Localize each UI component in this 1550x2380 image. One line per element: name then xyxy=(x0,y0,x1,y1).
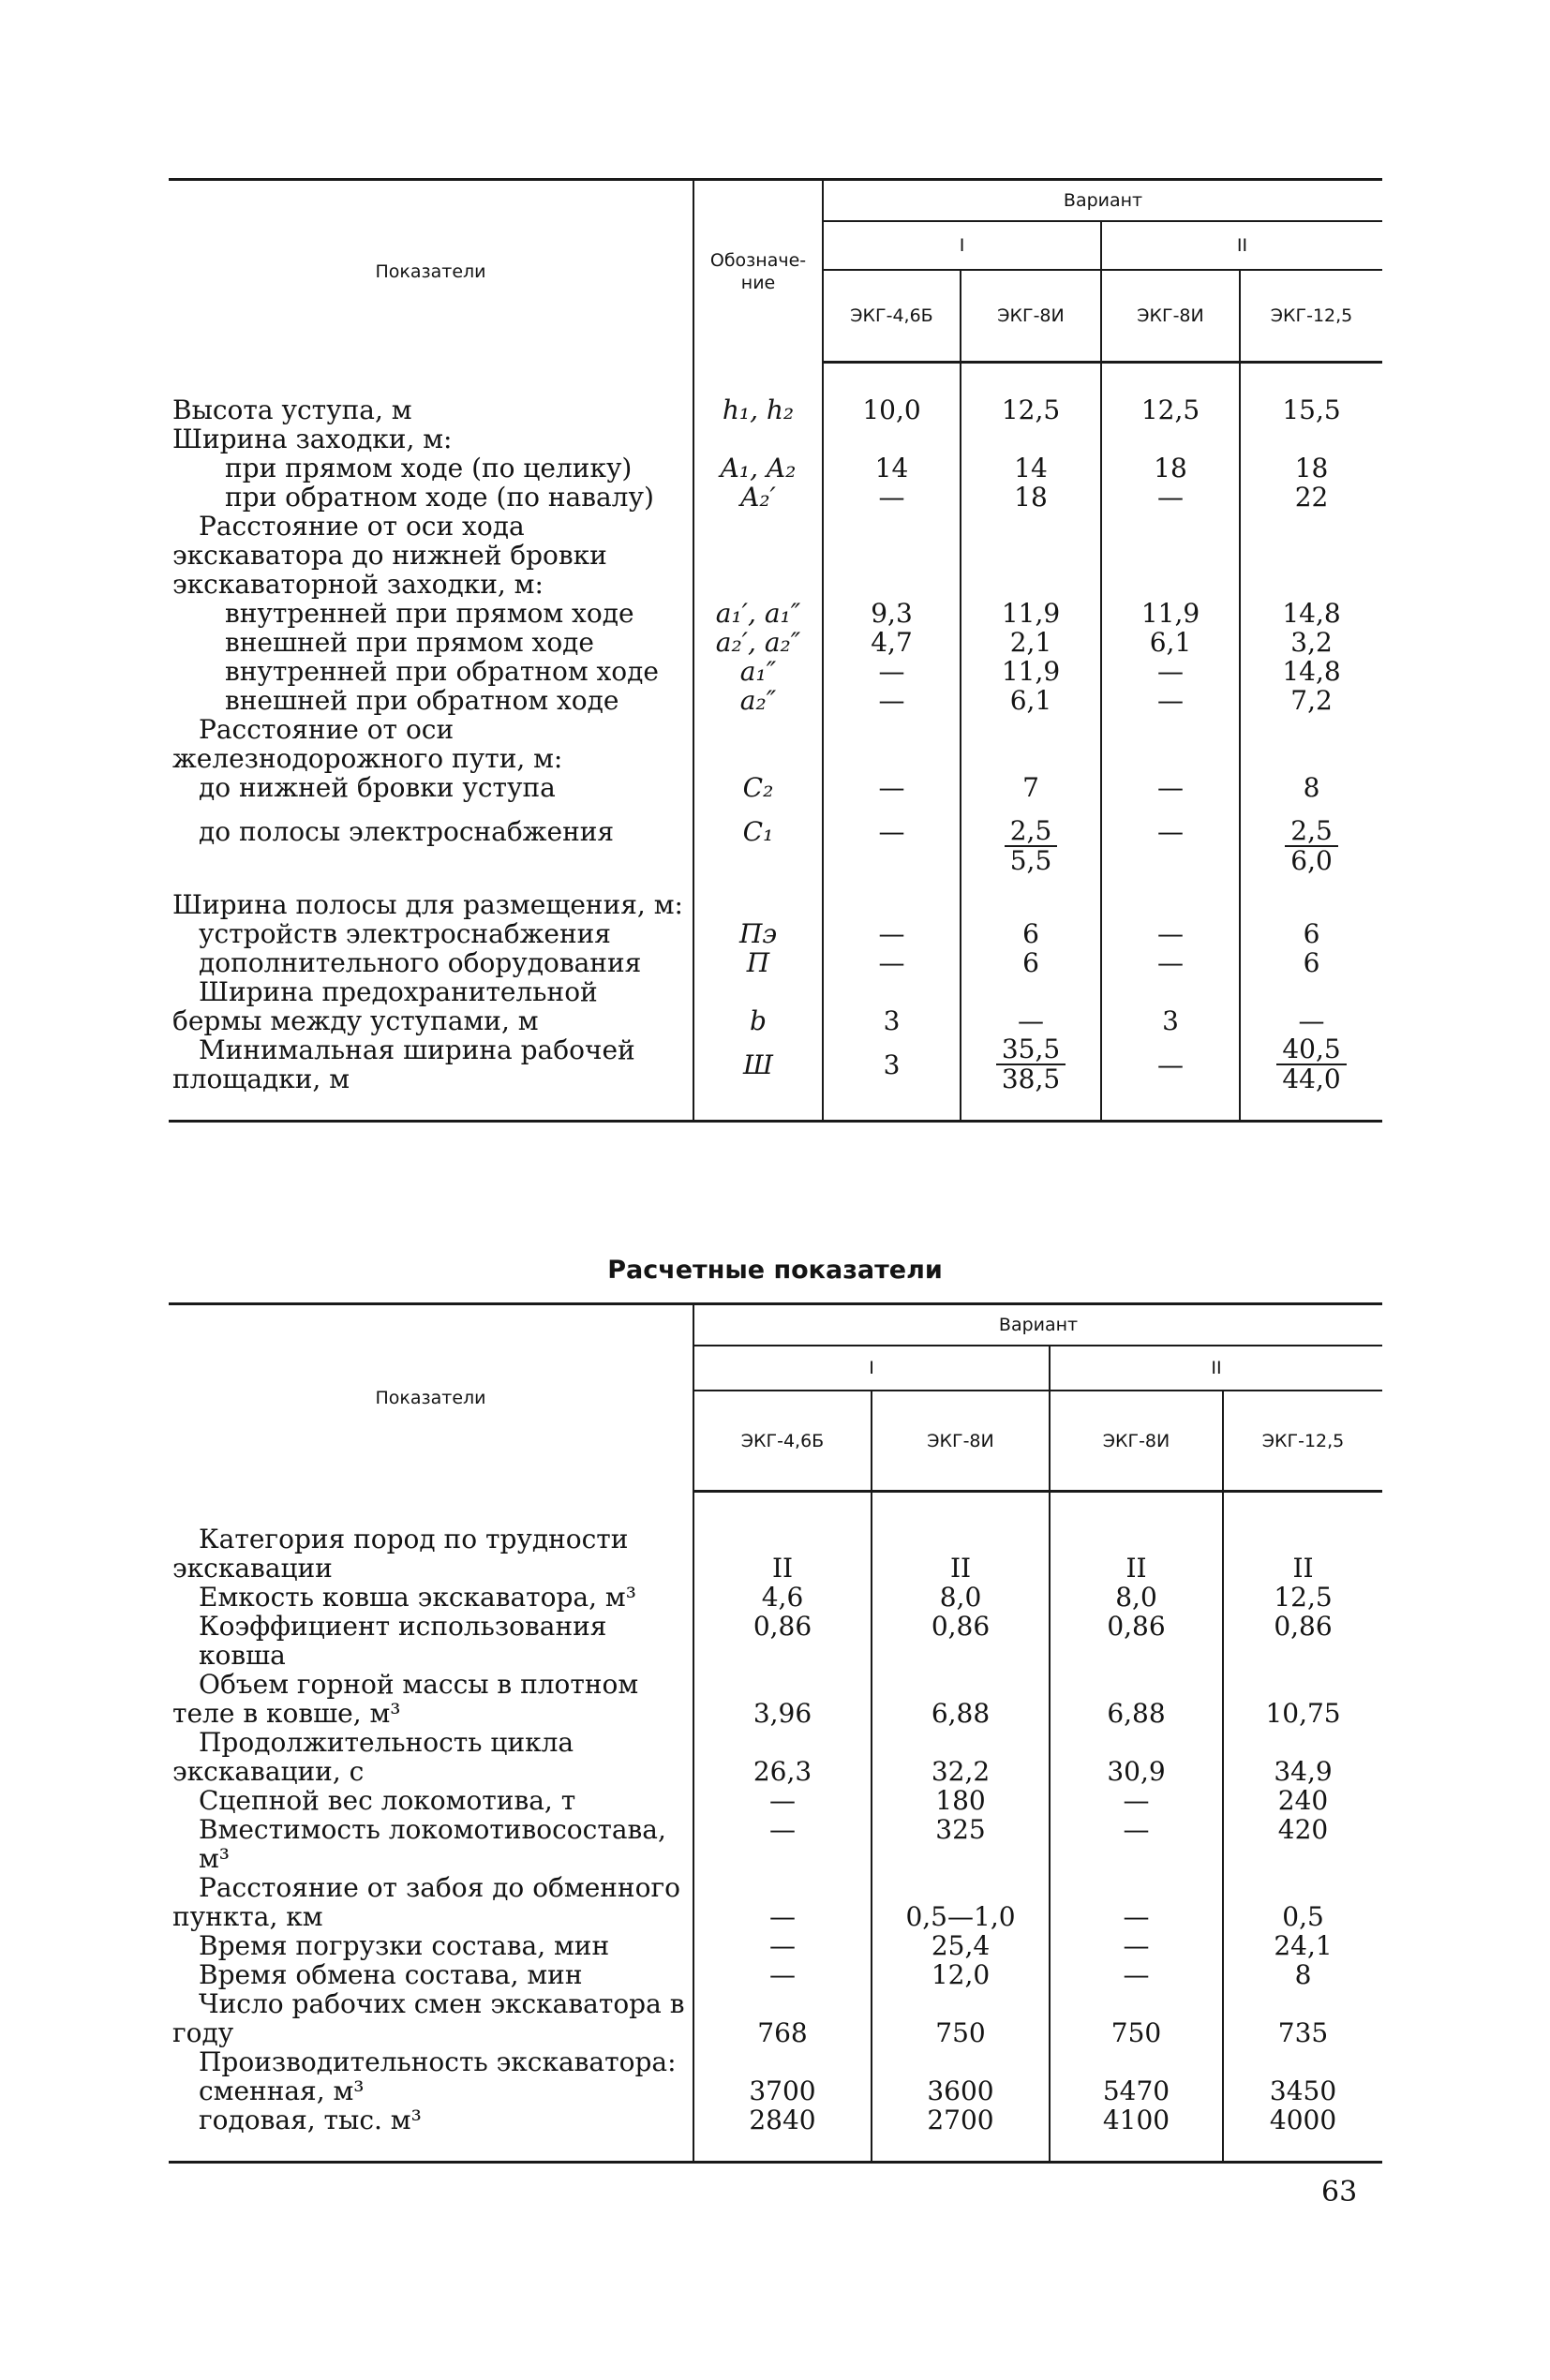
cell-value: — xyxy=(1050,1960,1223,1989)
row-label: Расстояние от забоя до обменного пункта, км xyxy=(172,1872,680,1932)
cell-value: 14 xyxy=(823,454,961,483)
cell-value: — xyxy=(693,1815,872,1873)
column-header-model: ЭКГ-12,5 xyxy=(1223,1391,1382,1492)
fraction-denominator: 44,0 xyxy=(1282,1064,1341,1094)
cell-value: 3450 xyxy=(1223,2076,1382,2105)
table-row xyxy=(169,919,1382,948)
table-row xyxy=(169,715,1382,773)
fraction-numerator: 35,5 xyxy=(996,1035,1066,1065)
table-row xyxy=(169,1989,1382,2047)
cell-fraction xyxy=(961,1035,1101,1093)
cell-value: — xyxy=(1050,1786,1223,1815)
cell-value: 8 xyxy=(1240,773,1382,802)
cell-value: 3 xyxy=(823,1035,961,1093)
cell-value: 240 xyxy=(1223,1786,1382,1815)
cell-value: 2840 xyxy=(693,2105,872,2135)
cell-value: 4000 xyxy=(1223,2105,1382,2135)
row-label: внешней при прямом ходе xyxy=(225,627,594,658)
cell-value: 325 xyxy=(872,1815,1050,1873)
column-header-model: ЭКГ-8И xyxy=(872,1391,1050,1492)
cell-value: 0,5—1,0 xyxy=(872,1873,1050,1931)
table-row xyxy=(169,817,1382,875)
row-label: дополнительного оборудования xyxy=(199,947,642,978)
cell-value: — xyxy=(1050,1931,1223,1960)
row-symbol: a₁′, a₁″ xyxy=(693,599,823,628)
row-label: Производительность экскаватора: xyxy=(199,2046,677,2077)
calculated-indicators-table xyxy=(169,1302,1382,2164)
cell-value: 11,9 xyxy=(961,599,1101,628)
cell-value: 26,3 xyxy=(693,1728,872,1786)
cell-value: 6,88 xyxy=(872,1670,1050,1728)
row-label: Время погрузки состава, мин xyxy=(199,1930,610,1961)
cell-value: 12,5 xyxy=(961,395,1101,424)
fraction-denominator: 5,5 xyxy=(1009,845,1052,876)
cell-value: 7,2 xyxy=(1240,686,1382,715)
column-header-model: ЭКГ-8И xyxy=(961,270,1101,363)
cell-value: 3,2 xyxy=(1240,628,1382,657)
cell-value: 32,2 xyxy=(872,1728,1050,1786)
cell-value: 22 xyxy=(1240,483,1382,512)
table-row xyxy=(169,1786,1382,1815)
cell-value: — xyxy=(1101,948,1240,977)
row-symbol: П xyxy=(693,948,823,977)
row-label: Категория пород по трудности экскавации xyxy=(172,1524,629,1584)
cell-fraction xyxy=(961,817,1101,875)
cell-value: 6 xyxy=(1240,948,1382,977)
cell-value: 14,8 xyxy=(1240,657,1382,686)
cell-value: 12,5 xyxy=(1101,395,1240,424)
fraction-denominator: 38,5 xyxy=(1001,1064,1061,1094)
cell-value: — xyxy=(1240,977,1382,1035)
column-header-variant: Вариант xyxy=(693,1304,1382,1346)
table-row xyxy=(169,1931,1382,1960)
fraction-numerator: 40,5 xyxy=(1276,1035,1346,1065)
cell-value: II xyxy=(1050,1525,1223,1583)
cell-value: 15,5 xyxy=(1240,395,1382,424)
column-header-model: ЭКГ-8И xyxy=(1101,270,1240,363)
row-label: до нижней бровки уступа xyxy=(199,772,556,803)
cell-value: 750 xyxy=(872,1989,1050,2047)
cell-value: — xyxy=(823,483,961,512)
cell-value: 30,9 xyxy=(1050,1728,1223,1786)
row-symbol: Ш xyxy=(693,1035,823,1093)
table-row xyxy=(169,657,1382,686)
cell-value: 3 xyxy=(823,977,961,1035)
row-symbol: a₂′, a₂″ xyxy=(693,628,823,657)
table-row xyxy=(169,1583,1382,1612)
row-label: Время обмена состава, мин xyxy=(199,1959,583,1990)
row-symbol: b xyxy=(693,977,823,1035)
table-row xyxy=(169,686,1382,715)
cell-value: — xyxy=(693,1786,872,1815)
cell-value: — xyxy=(1101,773,1240,802)
cell-value: 6 xyxy=(961,948,1101,977)
cell-value: 12,0 xyxy=(872,1960,1050,1989)
cell-value: — xyxy=(823,773,961,802)
column-header-indicators: Показатели xyxy=(375,1388,486,1409)
row-label: до полосы электроснабжения xyxy=(199,816,615,847)
column-header-variant-2: II xyxy=(1050,1346,1382,1391)
cell-value: — xyxy=(1050,1815,1223,1873)
row-label: внутренней при обратном ходе xyxy=(225,656,659,687)
row-symbol: A₂′ xyxy=(693,483,823,512)
column-header-variant-2: II xyxy=(1101,221,1382,270)
cell-value: — xyxy=(693,1960,872,1989)
column-header-variant-1: I xyxy=(823,221,1101,270)
table-row xyxy=(169,424,1382,454)
row-label: Ширина заходки, м: xyxy=(172,424,453,454)
cell-value: 18 xyxy=(961,483,1101,512)
table-row xyxy=(169,1815,1382,1873)
cell-value: 0,86 xyxy=(872,1612,1050,1670)
column-header-variant: Вариант xyxy=(823,180,1382,222)
cell-value: — xyxy=(1101,657,1240,686)
table-row xyxy=(169,454,1382,483)
cell-value: 25,4 xyxy=(872,1931,1050,1960)
cell-value: II xyxy=(872,1525,1050,1583)
row-symbol: a₂″ xyxy=(693,686,823,715)
cell-value: — xyxy=(961,977,1101,1035)
table-row xyxy=(169,977,1382,1035)
table-row xyxy=(169,1873,1382,1931)
cell-value: 2700 xyxy=(872,2105,1050,2135)
cell-value: 2,1 xyxy=(961,628,1101,657)
row-label: сменная, м³ xyxy=(199,2075,365,2106)
cell-value: — xyxy=(1101,1035,1240,1093)
table-row xyxy=(169,890,1382,919)
row-label: Емкость ковша экскаватора, м³ xyxy=(199,1582,636,1613)
column-header-model: ЭКГ-4,6Б xyxy=(823,270,961,363)
row-label: Расстояние от оси железнодорожного пути, м: xyxy=(172,714,563,774)
row-label: Ширина полосы для размещения, м: xyxy=(172,889,683,920)
row-label: Ширина предохранительной бермы между уступами, м xyxy=(172,976,598,1036)
cell-value: 18 xyxy=(1240,454,1382,483)
cell-value: — xyxy=(1101,919,1240,948)
cell-value: 3600 xyxy=(872,2076,1050,2105)
row-label: Коэффициент использования ковша xyxy=(199,1611,607,1671)
cell-value: 11,9 xyxy=(961,657,1101,686)
cell-value: 9,3 xyxy=(823,599,961,628)
cell-value: II xyxy=(693,1525,872,1583)
row-label: Сцепной вес локомотива, т xyxy=(199,1785,576,1816)
row-label: внешней при обратном ходе xyxy=(225,685,619,716)
cell-value: 12,5 xyxy=(1223,1583,1382,1612)
cell-value: 6 xyxy=(961,919,1101,948)
cell-value: 4,6 xyxy=(693,1583,872,1612)
row-label: Минимальная ширина рабочей площадки, м xyxy=(172,1034,635,1094)
table-row xyxy=(169,1612,1382,1670)
row-symbol: Пэ xyxy=(693,919,823,948)
cell-value: 24,1 xyxy=(1223,1931,1382,1960)
table-row xyxy=(169,483,1382,512)
cell-fraction xyxy=(1240,817,1382,875)
table-row xyxy=(169,1525,1382,1583)
cell-value: 0,86 xyxy=(1050,1612,1223,1670)
cell-value: 6,1 xyxy=(1101,628,1240,657)
table-row xyxy=(169,948,1382,977)
cell-value: — xyxy=(1101,686,1240,715)
table-row xyxy=(169,2076,1382,2105)
cell-value: 18 xyxy=(1101,454,1240,483)
cell-value: — xyxy=(693,1931,872,1960)
cell-value: 34,9 xyxy=(1223,1728,1382,1786)
cell-value: 4,7 xyxy=(823,628,961,657)
table-row xyxy=(169,2047,1382,2076)
cell-value: — xyxy=(693,1873,872,1931)
row-symbol: A₁, A₂ xyxy=(693,454,823,483)
cell-value: 4100 xyxy=(1050,2105,1223,2135)
cell-value: 10,75 xyxy=(1223,1670,1382,1728)
fraction-numerator: 2,5 xyxy=(1005,817,1058,847)
cell-value: 6,1 xyxy=(961,686,1101,715)
cell-fraction xyxy=(1240,1035,1382,1093)
row-label: при прямом ходе (по целику) xyxy=(225,453,633,483)
cell-value: 420 xyxy=(1223,1815,1382,1873)
row-symbol: C₁ xyxy=(693,817,823,875)
row-label: годовая, тыс. м³ xyxy=(199,2105,422,2135)
cell-value: 10,0 xyxy=(823,395,961,424)
cell-value: 6 xyxy=(1240,919,1382,948)
cell-value: 0,86 xyxy=(693,1612,872,1670)
row-label: Объем горной массы в плотном теле в ковше, м³ xyxy=(172,1669,639,1729)
cell-value: II xyxy=(1223,1525,1382,1583)
table-caption: Расчетные показатели xyxy=(607,1256,943,1285)
row-symbol: C₂ xyxy=(693,773,823,802)
column-header-indicators: Показатели xyxy=(375,260,486,282)
cell-value: 3 xyxy=(1101,977,1240,1035)
column-header-model: ЭКГ-8И xyxy=(1050,1391,1223,1492)
row-label: при обратном ходе (по навалу) xyxy=(225,482,654,513)
table-row xyxy=(169,2105,1382,2135)
row-label: Высота уступа, м xyxy=(172,394,412,425)
row-label: Число рабочих смен экскаватора в году xyxy=(172,1988,685,2048)
cell-value: 8 xyxy=(1223,1960,1382,1989)
cell-value: 14,8 xyxy=(1240,599,1382,628)
cell-value: — xyxy=(1101,483,1240,512)
row-symbol: a₁″ xyxy=(693,657,823,686)
cell-value: — xyxy=(823,948,961,977)
cell-value: — xyxy=(823,657,961,686)
cell-value: 5470 xyxy=(1050,2076,1223,2105)
row-label: устройств электроснабжения xyxy=(199,918,611,949)
cell-value: 3700 xyxy=(693,2076,872,2105)
row-label: Вместимость локомотивосостава, м³ xyxy=(199,1814,666,1874)
row-symbol: h₁, h₂ xyxy=(693,395,823,424)
column-header-model: ЭКГ-12,5 xyxy=(1240,270,1382,363)
cell-value: 7 xyxy=(961,773,1101,802)
table-row xyxy=(169,773,1382,802)
row-label: внутренней при прямом ходе xyxy=(225,598,634,629)
table-row xyxy=(169,1728,1382,1786)
cell-value: 0,86 xyxy=(1223,1612,1382,1670)
fraction-numerator: 2,5 xyxy=(1285,817,1338,847)
table-row xyxy=(169,628,1382,657)
cell-value: 0,5 xyxy=(1223,1873,1382,1931)
table-row xyxy=(169,599,1382,628)
cell-value: 6,88 xyxy=(1050,1670,1223,1728)
fraction-denominator: 6,0 xyxy=(1290,845,1333,876)
cell-value: — xyxy=(823,686,961,715)
table-row xyxy=(169,395,1382,424)
column-header-designation: Обозначе-ние xyxy=(693,180,823,363)
cell-value: 750 xyxy=(1050,1989,1223,2047)
cell-value: 8,0 xyxy=(1050,1583,1223,1612)
table-row xyxy=(169,1960,1382,1989)
cell-value: 180 xyxy=(872,1786,1050,1815)
column-header-model: ЭКГ-4,6Б xyxy=(693,1391,872,1492)
table-row xyxy=(169,1670,1382,1728)
row-label: Продолжительность цикла экскавации, с xyxy=(172,1727,574,1787)
cell-value: — xyxy=(823,919,961,948)
cell-value: 8,0 xyxy=(872,1583,1050,1612)
cell-value: — xyxy=(1050,1873,1223,1931)
table-row xyxy=(169,1035,1382,1093)
cell-value: 11,9 xyxy=(1101,599,1240,628)
table-row xyxy=(169,512,1382,599)
row-label: Расстояние от оси хода экскаватора до нижней бровки экскаваторной заходки, м: xyxy=(172,511,607,600)
parameters-table xyxy=(169,178,1382,1123)
cell-value: 768 xyxy=(693,1989,872,2047)
cell-value: — xyxy=(1101,817,1240,875)
column-header-variant-1: I xyxy=(693,1346,1050,1391)
cell-value: 3,96 xyxy=(693,1670,872,1728)
page-number: 63 xyxy=(1321,2176,1358,2209)
cell-value: 735 xyxy=(1223,1989,1382,2047)
cell-value: — xyxy=(823,817,961,875)
cell-value: 14 xyxy=(961,454,1101,483)
